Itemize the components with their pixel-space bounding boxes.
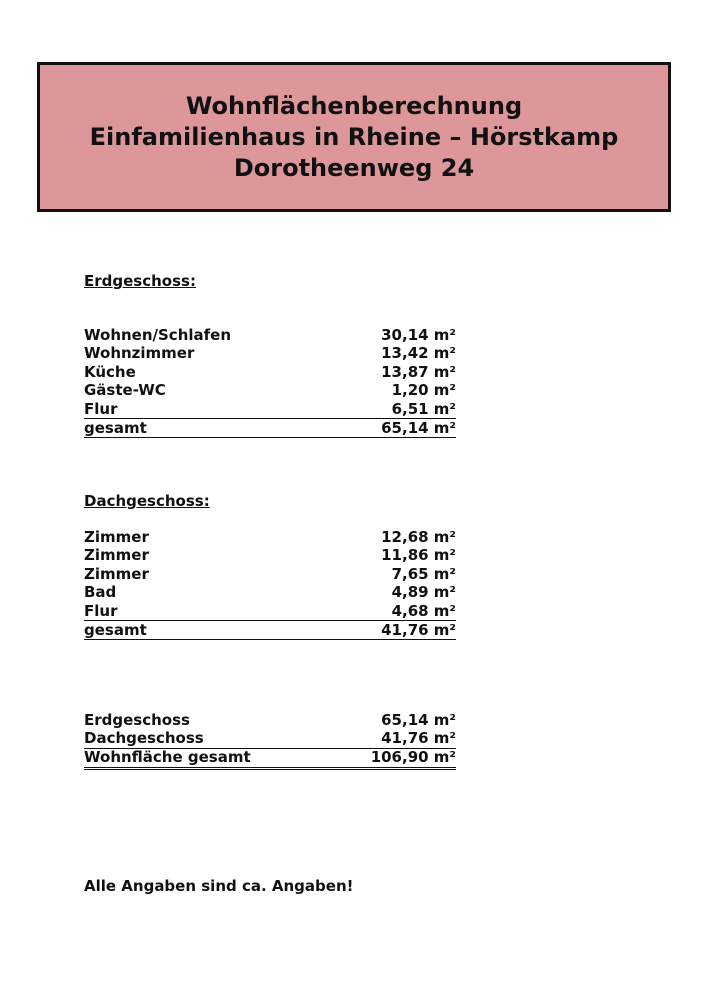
title-line-1: Wohnflächenberechnung xyxy=(185,91,523,120)
footnote: Alle Angaben sind ca. Angaben! xyxy=(84,877,354,895)
grand-total-value: 106,90 m² xyxy=(370,747,456,766)
total-value: 65,14 m² xyxy=(381,418,456,437)
row-value: 4,89 m² xyxy=(391,583,456,602)
erdgeschoss-heading: Erdgeschoss: xyxy=(84,272,196,290)
row-value: 30,14 m² xyxy=(381,326,456,344)
total-row xyxy=(84,621,456,640)
row-value: 65,14 m² xyxy=(381,711,456,729)
row-label: Bad xyxy=(84,583,117,602)
table-row xyxy=(84,344,456,362)
row-label: Küche xyxy=(84,362,136,381)
table-row xyxy=(84,400,456,419)
erdgeschoss-table xyxy=(84,326,456,438)
title-box xyxy=(37,62,671,212)
title-line-2: Einfamilienhaus in Rheine – Hörstkamp xyxy=(89,122,619,151)
table-row xyxy=(84,711,456,729)
table-row xyxy=(84,602,456,621)
row-label: Wohnen/Schlafen xyxy=(84,326,232,344)
row-label: Flur xyxy=(84,601,118,620)
row-value: 4,68 m² xyxy=(391,601,456,620)
row-value: 13,87 m² xyxy=(381,362,456,381)
row-value: 1,20 m² xyxy=(391,381,456,400)
table-row xyxy=(84,363,456,381)
grand-total-row xyxy=(84,749,456,770)
row-label: Zimmer xyxy=(84,528,149,546)
row-label: Wohnzimmer xyxy=(84,344,195,363)
row-label: Zimmer xyxy=(84,564,149,583)
row-value: 13,42 m² xyxy=(381,344,456,363)
row-value: 11,86 m² xyxy=(381,546,456,565)
title-line-3: Dorotheenweg 24 xyxy=(233,153,475,182)
grand-total-label: Wohnfläche gesamt xyxy=(84,747,251,766)
total-value: 41,76 m² xyxy=(381,620,456,639)
table-row xyxy=(84,326,456,344)
row-label: Zimmer xyxy=(84,546,149,565)
table-row xyxy=(84,528,456,546)
total-label: gesamt xyxy=(84,620,147,639)
total-row xyxy=(84,419,456,438)
row-label: Flur xyxy=(84,399,118,418)
total-label: gesamt xyxy=(84,418,147,437)
table-row xyxy=(84,546,456,564)
row-label: Gäste-WC xyxy=(84,381,166,400)
row-value: 7,65 m² xyxy=(391,564,456,583)
dachgeschoss-table xyxy=(84,528,456,640)
dachgeschoss-heading: Dachgeschoss: xyxy=(84,492,210,510)
table-row xyxy=(84,729,456,748)
table-row xyxy=(84,381,456,399)
row-label: Dachgeschoss xyxy=(84,729,204,748)
table-row xyxy=(84,583,456,601)
row-value: 41,76 m² xyxy=(381,729,456,748)
row-value: 12,68 m² xyxy=(381,528,456,546)
row-label: Erdgeschoss xyxy=(84,711,190,729)
summary-table xyxy=(84,711,456,770)
row-value: 6,51 m² xyxy=(391,399,456,418)
table-row xyxy=(84,565,456,583)
